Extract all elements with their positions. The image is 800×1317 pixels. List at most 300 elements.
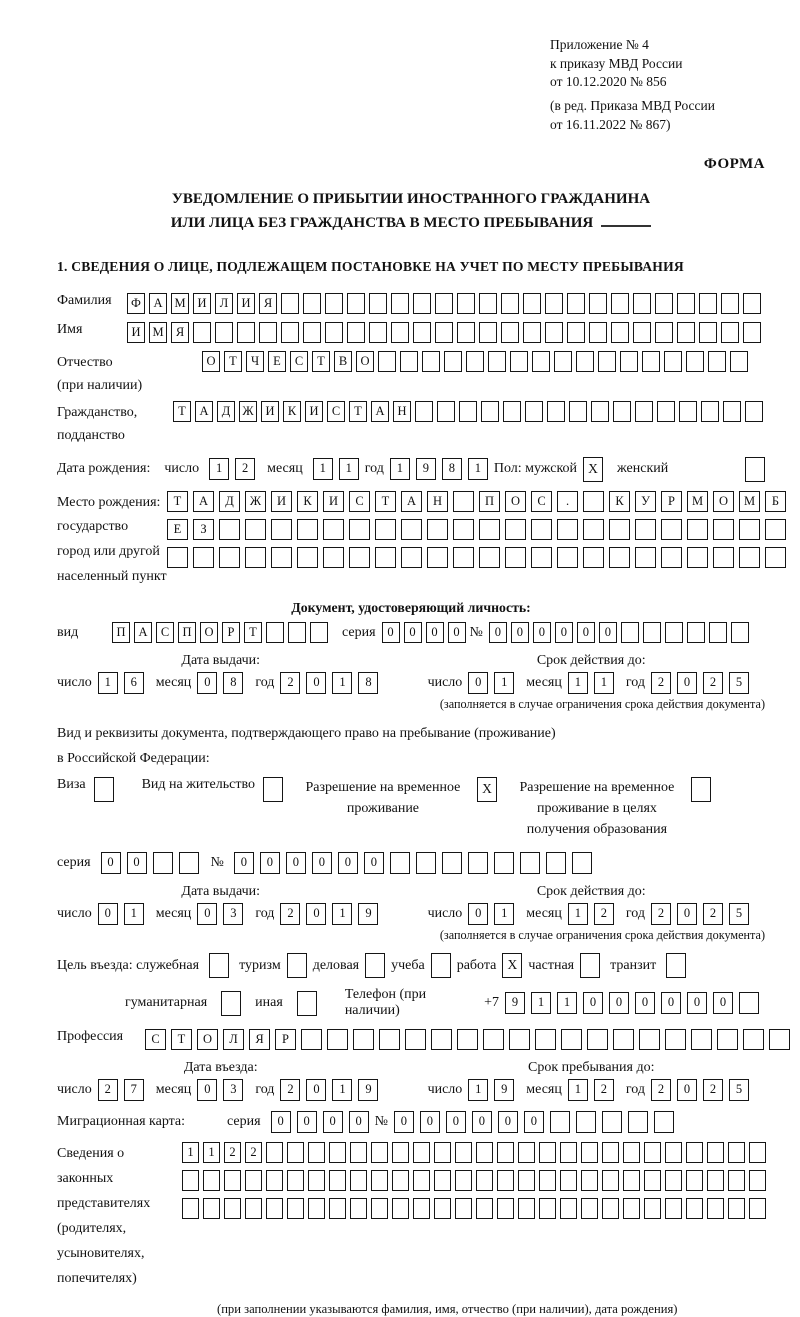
char-box[interactable] [691, 1029, 712, 1050]
char-box[interactable]: 1 [568, 1079, 588, 1101]
char-box[interactable] [679, 401, 697, 422]
char-box[interactable]: О [202, 351, 220, 372]
char-box[interactable]: 5 [729, 903, 749, 925]
char-box[interactable] [765, 547, 786, 568]
char-box[interactable] [665, 1198, 682, 1219]
char-box[interactable] [245, 519, 266, 540]
char-box[interactable]: 0 [338, 852, 358, 874]
char-box[interactable] [453, 519, 474, 540]
char-box[interactable]: 1 [313, 458, 333, 480]
char-box[interactable] [713, 547, 734, 568]
char-box[interactable] [505, 519, 526, 540]
char-box[interactable]: П [479, 491, 500, 512]
char-box[interactable] [581, 1142, 598, 1163]
char-box[interactable] [455, 1142, 472, 1163]
char-box[interactable]: 0 [609, 992, 629, 1014]
char-box[interactable]: 0 [382, 622, 400, 643]
char-box[interactable] [721, 293, 739, 314]
char-box[interactable] [237, 322, 255, 343]
char-box[interactable] [494, 852, 514, 874]
char-box[interactable] [479, 519, 500, 540]
char-box[interactable]: 1 [332, 672, 352, 694]
char-box[interactable]: З [193, 519, 214, 540]
char-box[interactable] [435, 293, 453, 314]
char-box[interactable]: Я [171, 322, 189, 343]
char-box[interactable] [415, 401, 433, 422]
char-box[interactable]: 0 [426, 622, 444, 643]
char-box[interactable] [481, 401, 499, 422]
char-box[interactable] [329, 1198, 346, 1219]
char-box[interactable] [728, 1170, 745, 1191]
char-box[interactable]: 1 [594, 672, 614, 694]
char-box[interactable]: 0 [713, 992, 733, 1014]
char-box[interactable] [167, 547, 188, 568]
char-box[interactable]: 7 [124, 1079, 144, 1101]
char-box[interactable]: 9 [494, 1079, 514, 1101]
char-box[interactable] [413, 1170, 430, 1191]
char-box[interactable] [329, 1142, 346, 1163]
char-box[interactable]: 2 [235, 458, 255, 480]
char-box[interactable] [308, 1198, 325, 1219]
char-box[interactable] [739, 519, 760, 540]
char-box[interactable] [661, 547, 682, 568]
char-box[interactable]: 3 [223, 903, 243, 925]
char-box[interactable] [427, 547, 448, 568]
char-box[interactable]: Р [275, 1029, 296, 1050]
char-box[interactable] [434, 1142, 451, 1163]
char-box[interactable]: С [531, 491, 552, 512]
char-box[interactable] [550, 1111, 570, 1133]
char-box[interactable] [665, 1029, 686, 1050]
char-box[interactable]: П [112, 622, 130, 643]
char-box[interactable] [245, 547, 266, 568]
char-box[interactable]: 6 [124, 672, 144, 694]
char-box[interactable] [532, 351, 550, 372]
char-box[interactable]: 0 [446, 1111, 466, 1133]
char-box[interactable]: 5 [729, 1079, 749, 1101]
char-box[interactable] [686, 1142, 703, 1163]
char-box[interactable]: 1 [209, 458, 229, 480]
char-box[interactable]: О [356, 351, 374, 372]
char-box[interactable] [554, 351, 572, 372]
char-box[interactable]: К [283, 401, 301, 422]
char-box[interactable]: С [349, 491, 370, 512]
char-box[interactable] [531, 547, 552, 568]
char-box[interactable]: Т [375, 491, 396, 512]
char-box[interactable] [437, 401, 455, 422]
char-box[interactable] [633, 293, 651, 314]
char-box[interactable]: 0 [677, 672, 697, 694]
char-box[interactable] [347, 293, 365, 314]
char-box[interactable] [510, 351, 528, 372]
char-box[interactable] [686, 1198, 703, 1219]
char-box[interactable]: Ж [239, 401, 257, 422]
char-box[interactable] [245, 1170, 262, 1191]
char-box[interactable] [520, 852, 540, 874]
char-box[interactable] [644, 1142, 661, 1163]
char-box[interactable] [749, 1198, 766, 1219]
char-box[interactable]: А [193, 491, 214, 512]
char-box[interactable]: Е [167, 519, 188, 540]
char-box[interactable]: 2 [224, 1142, 241, 1163]
char-box[interactable] [457, 293, 475, 314]
char-box[interactable] [303, 322, 321, 343]
char-box[interactable] [287, 1142, 304, 1163]
char-box[interactable] [488, 351, 506, 372]
char-box[interactable] [707, 1198, 724, 1219]
char-box[interactable] [369, 322, 387, 343]
char-box[interactable] [687, 519, 708, 540]
char-box[interactable]: Т [167, 491, 188, 512]
char-box[interactable] [308, 1170, 325, 1191]
char-box[interactable] [642, 351, 660, 372]
char-box[interactable]: 0 [234, 852, 254, 874]
char-box[interactable]: 0 [635, 992, 655, 1014]
char-box[interactable]: 5 [729, 672, 749, 694]
char-box[interactable] [391, 293, 409, 314]
char-box[interactable] [581, 1198, 598, 1219]
char-box[interactable]: О [200, 622, 218, 643]
char-box[interactable]: 0 [677, 903, 697, 925]
char-box[interactable] [709, 622, 727, 643]
char-box[interactable]: 0 [260, 852, 280, 874]
char-box[interactable]: 1 [468, 1079, 488, 1101]
char-box[interactable]: 0 [306, 672, 326, 694]
char-box[interactable]: 0 [197, 1079, 217, 1101]
char-box[interactable] [350, 1170, 367, 1191]
char-box[interactable] [379, 1029, 400, 1050]
char-box[interactable]: 1 [468, 458, 488, 480]
char-box[interactable]: 0 [197, 672, 217, 694]
char-box[interactable] [598, 351, 616, 372]
char-box[interactable] [686, 1170, 703, 1191]
char-box[interactable]: 0 [297, 1111, 317, 1133]
char-box[interactable] [546, 852, 566, 874]
char-box[interactable] [547, 401, 565, 422]
char-box[interactable] [468, 852, 488, 874]
char-box[interactable] [371, 1198, 388, 1219]
char-box[interactable] [476, 1170, 493, 1191]
char-box[interactable]: 1 [332, 1079, 352, 1101]
char-box[interactable] [327, 1029, 348, 1050]
char-box[interactable] [505, 547, 526, 568]
char-box[interactable] [281, 293, 299, 314]
char-box[interactable]: 9 [358, 903, 378, 925]
char-box[interactable]: 1 [494, 672, 514, 694]
char-box[interactable]: 1 [332, 903, 352, 925]
char-box[interactable] [743, 1029, 764, 1050]
char-box[interactable]: 0 [577, 622, 595, 643]
char-box[interactable] [297, 519, 318, 540]
char-box[interactable] [583, 519, 604, 540]
char-box[interactable]: 9 [416, 458, 436, 480]
char-box[interactable] [455, 1198, 472, 1219]
char-box[interactable] [444, 351, 462, 372]
char-box[interactable]: В [334, 351, 352, 372]
char-box[interactable] [708, 351, 726, 372]
char-box[interactable] [245, 1198, 262, 1219]
char-box[interactable] [587, 1029, 608, 1050]
char-box[interactable] [707, 1170, 724, 1191]
char-box[interactable] [639, 1029, 660, 1050]
char-box[interactable] [545, 293, 563, 314]
char-box[interactable] [661, 519, 682, 540]
char-box[interactable]: Л [223, 1029, 244, 1050]
char-box[interactable] [203, 1170, 220, 1191]
char-box[interactable]: К [297, 491, 318, 512]
char-box[interactable] [699, 293, 717, 314]
char-box[interactable] [431, 1029, 452, 1050]
char-box[interactable] [153, 852, 173, 874]
char-box[interactable] [560, 1198, 577, 1219]
char-box[interactable] [531, 519, 552, 540]
char-box[interactable] [628, 1111, 648, 1133]
char-box[interactable] [479, 293, 497, 314]
char-box[interactable]: А [195, 401, 213, 422]
char-box[interactable]: 1 [494, 903, 514, 925]
char-box[interactable] [699, 322, 717, 343]
char-box[interactable] [623, 1170, 640, 1191]
char-box[interactable] [413, 1198, 430, 1219]
char-box[interactable] [635, 519, 656, 540]
char-box[interactable] [310, 622, 328, 643]
char-box[interactable] [723, 401, 741, 422]
char-box[interactable] [193, 322, 211, 343]
char-box[interactable]: И [127, 322, 145, 343]
char-box[interactable]: К [609, 491, 630, 512]
char-box[interactable]: 1 [568, 672, 588, 694]
char-box[interactable] [560, 1142, 577, 1163]
char-box[interactable]: И [271, 491, 292, 512]
char-box[interactable] [583, 491, 604, 512]
char-box[interactable] [457, 322, 475, 343]
char-box[interactable] [665, 1170, 682, 1191]
char-box[interactable] [347, 322, 365, 343]
char-box[interactable] [655, 322, 673, 343]
char-box[interactable]: 2 [651, 1079, 671, 1101]
char-box[interactable]: Ф [127, 293, 145, 314]
char-box[interactable] [435, 322, 453, 343]
char-box[interactable]: 0 [687, 992, 707, 1014]
char-box[interactable] [572, 852, 592, 874]
char-box[interactable]: 3 [223, 1079, 243, 1101]
char-box[interactable] [375, 519, 396, 540]
char-box[interactable] [378, 351, 396, 372]
char-box[interactable] [583, 547, 604, 568]
char-box[interactable] [576, 1111, 596, 1133]
char-box[interactable] [613, 401, 631, 422]
char-box[interactable] [434, 1170, 451, 1191]
char-box[interactable] [581, 1170, 598, 1191]
char-box[interactable]: 1 [568, 903, 588, 925]
char-box[interactable]: 0 [306, 1079, 326, 1101]
char-box[interactable]: С [145, 1029, 166, 1050]
char-box[interactable]: 9 [505, 992, 525, 1014]
char-box[interactable]: 0 [312, 852, 332, 874]
char-box[interactable] [664, 351, 682, 372]
char-box[interactable]: Т [224, 351, 242, 372]
char-box[interactable] [589, 293, 607, 314]
char-box[interactable] [281, 322, 299, 343]
char-box[interactable]: Т [349, 401, 367, 422]
char-box[interactable]: Я [259, 293, 277, 314]
char-box[interactable] [390, 852, 410, 874]
char-box[interactable] [665, 622, 683, 643]
char-box[interactable] [266, 1198, 283, 1219]
char-box[interactable] [739, 547, 760, 568]
char-box[interactable] [589, 322, 607, 343]
checkbox-sex-male[interactable]: X [583, 457, 603, 482]
char-box[interactable] [602, 1111, 622, 1133]
char-box[interactable] [769, 1029, 790, 1050]
char-box[interactable] [476, 1198, 493, 1219]
char-box[interactable] [266, 1170, 283, 1191]
char-box[interactable]: 1 [124, 903, 144, 925]
char-box[interactable]: 2 [98, 1079, 118, 1101]
checkbox-purpose-humanitarian[interactable] [221, 991, 241, 1016]
char-box[interactable] [375, 547, 396, 568]
char-box[interactable]: И [323, 491, 344, 512]
char-box[interactable]: Д [217, 401, 235, 422]
char-box[interactable] [743, 322, 761, 343]
char-box[interactable]: 2 [703, 903, 723, 925]
char-box[interactable]: 2 [703, 672, 723, 694]
char-box[interactable] [539, 1170, 556, 1191]
char-box[interactable]: А [371, 401, 389, 422]
char-box[interactable] [271, 519, 292, 540]
checkbox-temp-residence-education[interactable] [691, 777, 711, 802]
char-box[interactable] [576, 351, 594, 372]
char-box[interactable] [455, 1170, 472, 1191]
char-box[interactable] [643, 622, 661, 643]
char-box[interactable]: А [134, 622, 152, 643]
checkbox-purpose-private[interactable] [580, 953, 600, 978]
checkbox-temp-residence[interactable]: X [477, 777, 497, 802]
char-box[interactable] [509, 1029, 530, 1050]
char-box[interactable]: 0 [394, 1111, 414, 1133]
char-box[interactable] [369, 293, 387, 314]
char-box[interactable] [413, 322, 431, 343]
char-box[interactable]: П [178, 622, 196, 643]
char-box[interactable]: 0 [599, 622, 617, 643]
checkbox-purpose-work[interactable]: X [502, 953, 522, 978]
char-box[interactable] [497, 1198, 514, 1219]
char-box[interactable] [442, 852, 462, 874]
char-box[interactable] [635, 547, 656, 568]
char-box[interactable] [635, 401, 653, 422]
char-box[interactable] [567, 293, 585, 314]
char-box[interactable]: Р [222, 622, 240, 643]
char-box[interactable] [271, 547, 292, 568]
char-box[interactable] [701, 401, 719, 422]
char-box[interactable]: 1 [203, 1142, 220, 1163]
char-box[interactable]: 0 [323, 1111, 343, 1133]
checkbox-purpose-official[interactable] [209, 953, 229, 978]
char-box[interactable] [602, 1170, 619, 1191]
char-box[interactable] [539, 1142, 556, 1163]
char-box[interactable] [623, 1142, 640, 1163]
char-box[interactable] [301, 1029, 322, 1050]
char-box[interactable]: А [149, 293, 167, 314]
char-box[interactable] [466, 351, 484, 372]
char-box[interactable] [713, 519, 734, 540]
char-box[interactable]: 0 [533, 622, 551, 643]
char-box[interactable]: 0 [468, 672, 488, 694]
char-box[interactable] [416, 852, 436, 874]
char-box[interactable]: Т [171, 1029, 192, 1050]
char-box[interactable]: 0 [286, 852, 306, 874]
char-box[interactable] [518, 1198, 535, 1219]
char-box[interactable] [765, 519, 786, 540]
char-box[interactable] [657, 401, 675, 422]
char-box[interactable] [518, 1142, 535, 1163]
char-box[interactable] [523, 322, 541, 343]
char-box[interactable]: 1 [98, 672, 118, 694]
char-box[interactable]: Н [393, 401, 411, 422]
char-box[interactable] [392, 1198, 409, 1219]
char-box[interactable] [483, 1029, 504, 1050]
char-box[interactable] [329, 1170, 346, 1191]
char-box[interactable]: О [713, 491, 734, 512]
char-box[interactable] [569, 401, 587, 422]
char-box[interactable] [609, 519, 630, 540]
char-box[interactable] [349, 519, 370, 540]
char-box[interactable]: С [290, 351, 308, 372]
char-box[interactable]: Б [765, 491, 786, 512]
char-box[interactable] [743, 293, 761, 314]
char-box[interactable] [613, 1029, 634, 1050]
char-box[interactable] [325, 293, 343, 314]
char-box[interactable]: 0 [468, 903, 488, 925]
checkbox-visa[interactable] [94, 777, 114, 802]
char-box[interactable]: 0 [583, 992, 603, 1014]
char-box[interactable]: Я [249, 1029, 270, 1050]
char-box[interactable]: 0 [197, 903, 217, 925]
char-box[interactable]: М [171, 293, 189, 314]
char-box[interactable] [687, 547, 708, 568]
char-box[interactable]: 2 [651, 903, 671, 925]
char-box[interactable] [479, 547, 500, 568]
char-box[interactable]: 2 [280, 1079, 300, 1101]
char-box[interactable] [350, 1198, 367, 1219]
char-box[interactable] [501, 293, 519, 314]
char-box[interactable] [677, 293, 695, 314]
char-box[interactable] [350, 1142, 367, 1163]
char-box[interactable]: 2 [280, 903, 300, 925]
char-box[interactable]: 0 [555, 622, 573, 643]
char-box[interactable] [193, 547, 214, 568]
char-box[interactable] [621, 622, 639, 643]
char-box[interactable] [182, 1170, 199, 1191]
char-box[interactable]: М [687, 491, 708, 512]
char-box[interactable] [401, 519, 422, 540]
char-box[interactable]: Т [173, 401, 191, 422]
char-box[interactable]: И [261, 401, 279, 422]
checkbox-sex-female[interactable] [745, 457, 765, 482]
char-box[interactable]: 0 [489, 622, 507, 643]
char-box[interactable] [427, 519, 448, 540]
char-box[interactable]: 8 [223, 672, 243, 694]
char-box[interactable] [731, 622, 749, 643]
char-box[interactable]: Т [312, 351, 330, 372]
char-box[interactable] [557, 547, 578, 568]
char-box[interactable] [523, 293, 541, 314]
char-box[interactable] [179, 852, 199, 874]
char-box[interactable] [413, 293, 431, 314]
char-box[interactable] [561, 1029, 582, 1050]
char-box[interactable] [749, 1142, 766, 1163]
char-box[interactable]: О [505, 491, 526, 512]
